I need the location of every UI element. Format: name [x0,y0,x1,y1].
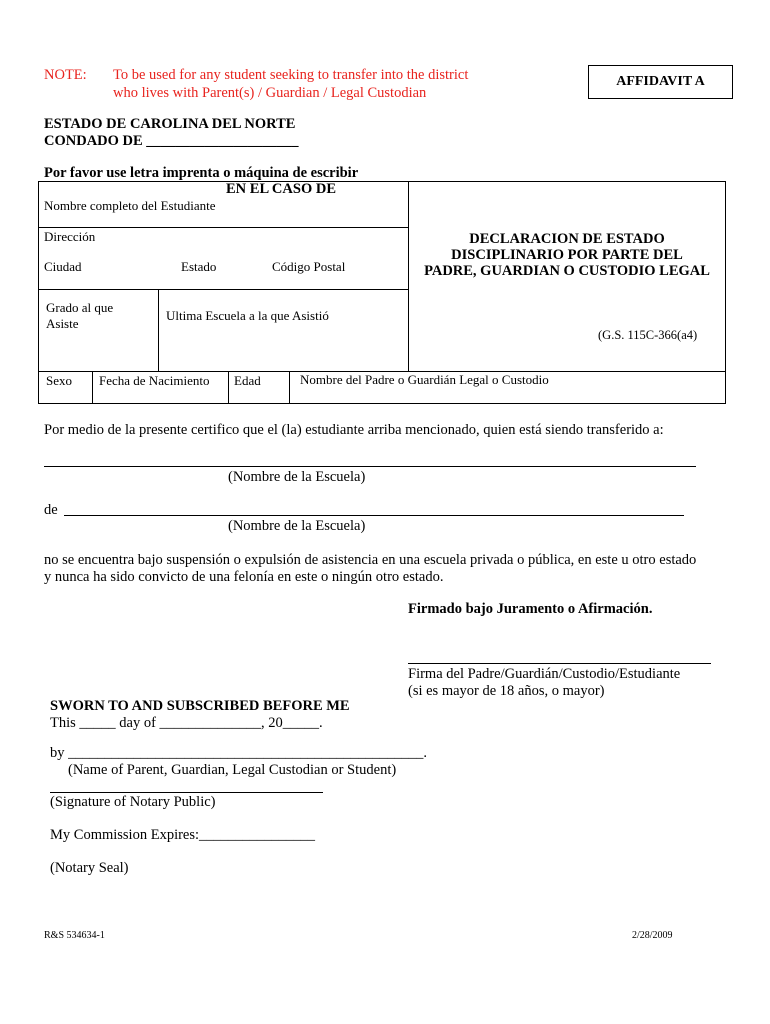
state-label: Estado [181,259,217,274]
statute-reference: (G.S. 115C-366(a4) [598,328,698,342]
commission-expires-line: My Commission Expires:________________ [50,827,316,843]
address-label: Dirección [44,229,96,244]
grade-label-line-2: Asiste [46,316,79,331]
county-heading: CONDADO DE _____________________ [44,133,299,149]
school-from-line [64,515,684,516]
suspension-line-1: no se encuentra bajo suspensión o expulsión de asistencia en una escuela privada o pública, en este u otro estado [44,552,697,568]
affidavit-badge: AFFIDAVIT A [588,65,733,99]
notary-date-line: This _____ day of ______________, 20_____. [50,715,323,731]
note-line-1: To be used for any student seeking to transfer into the district [113,67,469,83]
note-line-2: who lives with Parent(s) / Guardian / Legal Custodian [113,85,427,101]
form-number: R&S 534634-1 [44,930,105,941]
declaration-title-line-3: PADRE, GUARDIAN O CUSTODIO LEGAL [424,263,710,279]
city-label: Ciudad [44,259,82,274]
form-date: 2/28/2009 [632,930,673,941]
note-label: NOTE: [44,67,87,83]
school-from-caption: (Nombre de la Escuela) [228,518,366,534]
last-school-label: Ultima Escuela a la que Asistió [166,308,329,323]
state-heading: ESTADO DE CAROLINA DEL NORTE [44,116,296,132]
sex-label: Sexo [46,373,72,388]
print-instruction: Por favor use letra imprenta o máquina de escribir [44,165,359,181]
declaration-title-line-2: DISCIPLINARIO POR PARTE DEL [451,247,683,263]
signature-caption-1: Firma del Padre/Guardián/Custodio/Estudiante [408,666,681,682]
from-label: de [44,502,58,518]
school-to-line [44,466,696,467]
parent-name-label: Nombre del Padre o Guardián Legal o Custodio [300,372,549,387]
signature-caption-2: (si es mayor de 18 años, o mayor) [408,683,605,699]
notary-signature-caption: (Signature of Notary Public) [50,794,216,810]
notary-signature-line [50,792,323,793]
notary-seal: (Notary Seal) [50,860,129,876]
grade-label-line-1: Grado al que [46,300,114,315]
school-to-caption: (Nombre de la Escuela) [228,469,366,485]
sworn-statement: Firmado bajo Juramento o Afirmación. [408,601,653,617]
dob-label: Fecha de Nacimiento [99,373,210,388]
certify-text: Por medio de la presente certifico que el (la) estudiante arriba mencionado, quien está siendo transferido a: [44,422,664,438]
notary-by-line: by _________________________________________________. [50,745,427,761]
parent-signature-line [408,663,711,664]
case-heading: EN EL CASO DE [226,181,336,197]
suspension-line-2: y nunca ha sido convicto de una felonía en este o ningún otro estado. [44,569,444,585]
declaration-title-line-1: DECLARACION DE ESTADO [469,231,665,247]
student-name-label: Nombre completo del Estudiante [44,198,216,213]
zip-label: Código Postal [272,259,346,274]
age-label: Edad [234,373,261,388]
notary-name-caption: (Name of Parent, Guardian, Legal Custodian or Student) [68,762,397,778]
notary-heading: SWORN TO AND SUBSCRIBED BEFORE ME [50,698,350,714]
